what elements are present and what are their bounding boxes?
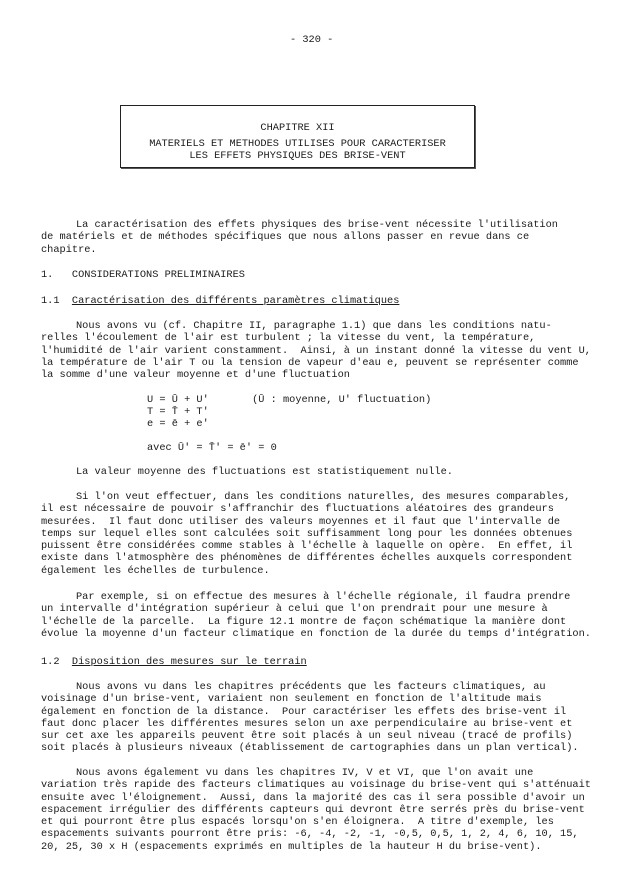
section-number: 1.2 xyxy=(41,656,60,668)
section-title: CONSIDERATIONS PRELIMINAIRES xyxy=(71,269,245,281)
section-title: Caractérisation des différents paramètres climatiques xyxy=(71,295,400,307)
text-line: de matériels et de méthodes spécifiques que nous allons passer en revue dans ce xyxy=(41,231,530,244)
text-line: également en fonction de la distance. Pour caractériser les effets des brise-vent il xyxy=(41,705,567,718)
intro-paragraph xyxy=(41,219,558,256)
equation-t: T = T̄ + T' xyxy=(147,406,209,418)
section-number: 1. xyxy=(41,269,54,281)
text-line: l'échelle de la parcelle. La figure 12.1 montre de façon schématique la manière dont xyxy=(41,615,567,628)
section-1-1-heading xyxy=(41,295,399,307)
text-line: un intervalle d'intégration supérieur à celui que l'on prendrait pour une mesure à xyxy=(41,603,548,616)
text-line: existe dans l'atmosphère des phénomènes de différentes échelles auxquels correspondent xyxy=(41,552,573,565)
text-line: relles l'écoulement de l'air est turbulent ; la vitesse du vent, la température, xyxy=(41,332,536,345)
text-line: voisinage d'un brise-vent, variaient non seulement en fonction de l'altitude mais xyxy=(41,693,542,706)
equation-e: e = ē + e' xyxy=(147,418,209,430)
paragraph-2 xyxy=(41,466,453,478)
text-line: Nous avons vu dans les chapitres précédents que les facteurs climatiques, au xyxy=(76,681,546,693)
paragraph-1 xyxy=(41,320,591,381)
paragraph-5 xyxy=(41,681,579,755)
text-line: Si l'on veut effectuer, dans les conditions naturelles, des mesures comparables, xyxy=(76,491,571,503)
equation-note: (Ū : moyenne, U' fluctuation) xyxy=(252,394,432,406)
section-1-heading xyxy=(41,269,245,281)
text-line: il est nécessaire de pouvoir s'affranchir des fluctuations aléatoires des grandeurs xyxy=(41,503,554,516)
page-number: - 320 - xyxy=(290,34,334,46)
section-title: Disposition des mesures sur le terrain xyxy=(71,656,307,668)
text-line: 20, 25, 30 x H (espacements exprimés en multiples de la hauteur H du brise-vent). xyxy=(41,840,542,853)
text-line: sur cet axe les appareils peuvent être soit placés à un seul niveau (tracé de profils) xyxy=(41,730,573,743)
text-line: Nous avons également vu dans les chapitres IV, V et VI, que l'on avait une xyxy=(76,767,534,779)
chapter-title-line1: MATERIELS ET METHODES UTILISES POUR CARACTERISER xyxy=(149,137,446,150)
paragraph-4 xyxy=(41,591,591,640)
paragraph-6 xyxy=(41,767,591,853)
text-line: la température de l'air T ou la tension de vapeur d'eau e, peuvent se représenter comme xyxy=(41,356,579,369)
section-number: 1.1 xyxy=(41,295,60,307)
equation-avec: avec Ū' = T̄' = ē' = 0 xyxy=(147,442,277,454)
text-line: évolue la moyenne d'un facteur climatique en fonction de la durée du temps d'intégration. xyxy=(41,627,591,640)
text-line: ensuite avec l'éloignement. Aussi, dans la majorité des cas il sera possible d'avoir un xyxy=(41,791,585,804)
text-line: soit placés à plusieurs niveaux (établissement de cartographies dans un plan vertical). xyxy=(41,742,579,755)
text-line: chapitre. xyxy=(41,243,97,256)
text-line: l'humidité de l'air varient constamment. Ainsi, à un instant donné la vitesse du vent U, xyxy=(41,344,591,357)
text-line: La caractérisation des effets physiques des brise-vent nécessite l'utilisation xyxy=(76,219,558,231)
chapter-title-box xyxy=(120,105,475,168)
equation-u xyxy=(147,394,431,406)
text-line: variation très rapide des facteurs climatiques au voisinage du brise-vent qui s'atténuait xyxy=(41,779,591,792)
text-line: et qui pourront être plus espacés lorsqu'on s'en éloignera. A titre d'exemple, les xyxy=(41,816,554,829)
section-1-2-heading xyxy=(41,656,307,668)
text-line: espacements suivants pourront être pris: -6, -4, -2, -1, -0,5, 0,5, 1, 2, 4, 6, 10, 15, xyxy=(41,828,579,841)
text-line: faut donc placer les différentes mesures selon un axe perpendiculaire au brise-vent et xyxy=(41,717,573,730)
equation-u-text: U = Ū + U' xyxy=(147,394,209,406)
paragraph-3 xyxy=(41,491,572,577)
text-line: également les échelles de turbulence. xyxy=(41,564,270,577)
text-line: temps sur lequel elles sont calculées soit suffisamment long pour les données obtenues xyxy=(41,527,573,540)
chapter-number: CHAPITRE XII xyxy=(260,122,335,134)
text-line: mesurées. Il faut donc utiliser des valeurs moyennes et il faut que l'intervalle de xyxy=(41,515,561,528)
text-line: La valeur moyenne des fluctuations est statistiquement nulle. xyxy=(76,466,453,478)
text-line: la somme d'une valeur moyenne et d'une fluctuation xyxy=(41,369,350,382)
text-line: puissent être considérées comme stables à l'échelle à laquelle on opère. En effet, il xyxy=(41,540,573,553)
text-line: espacement irrégulier des différents capteurs qui devront être serrés près du brise-vent xyxy=(41,803,585,816)
text-line: Par exemple, si on effectue des mesures à l'échelle régionale, il faudra prendre xyxy=(76,591,571,603)
chapter-title-line2: LES EFFETS PHYSIQUES DES BRISE-VENT xyxy=(189,150,406,162)
text-line: Nous avons vu (cf. Chapitre II, paragraphe 1.1) que dans les conditions natu- xyxy=(76,320,552,332)
